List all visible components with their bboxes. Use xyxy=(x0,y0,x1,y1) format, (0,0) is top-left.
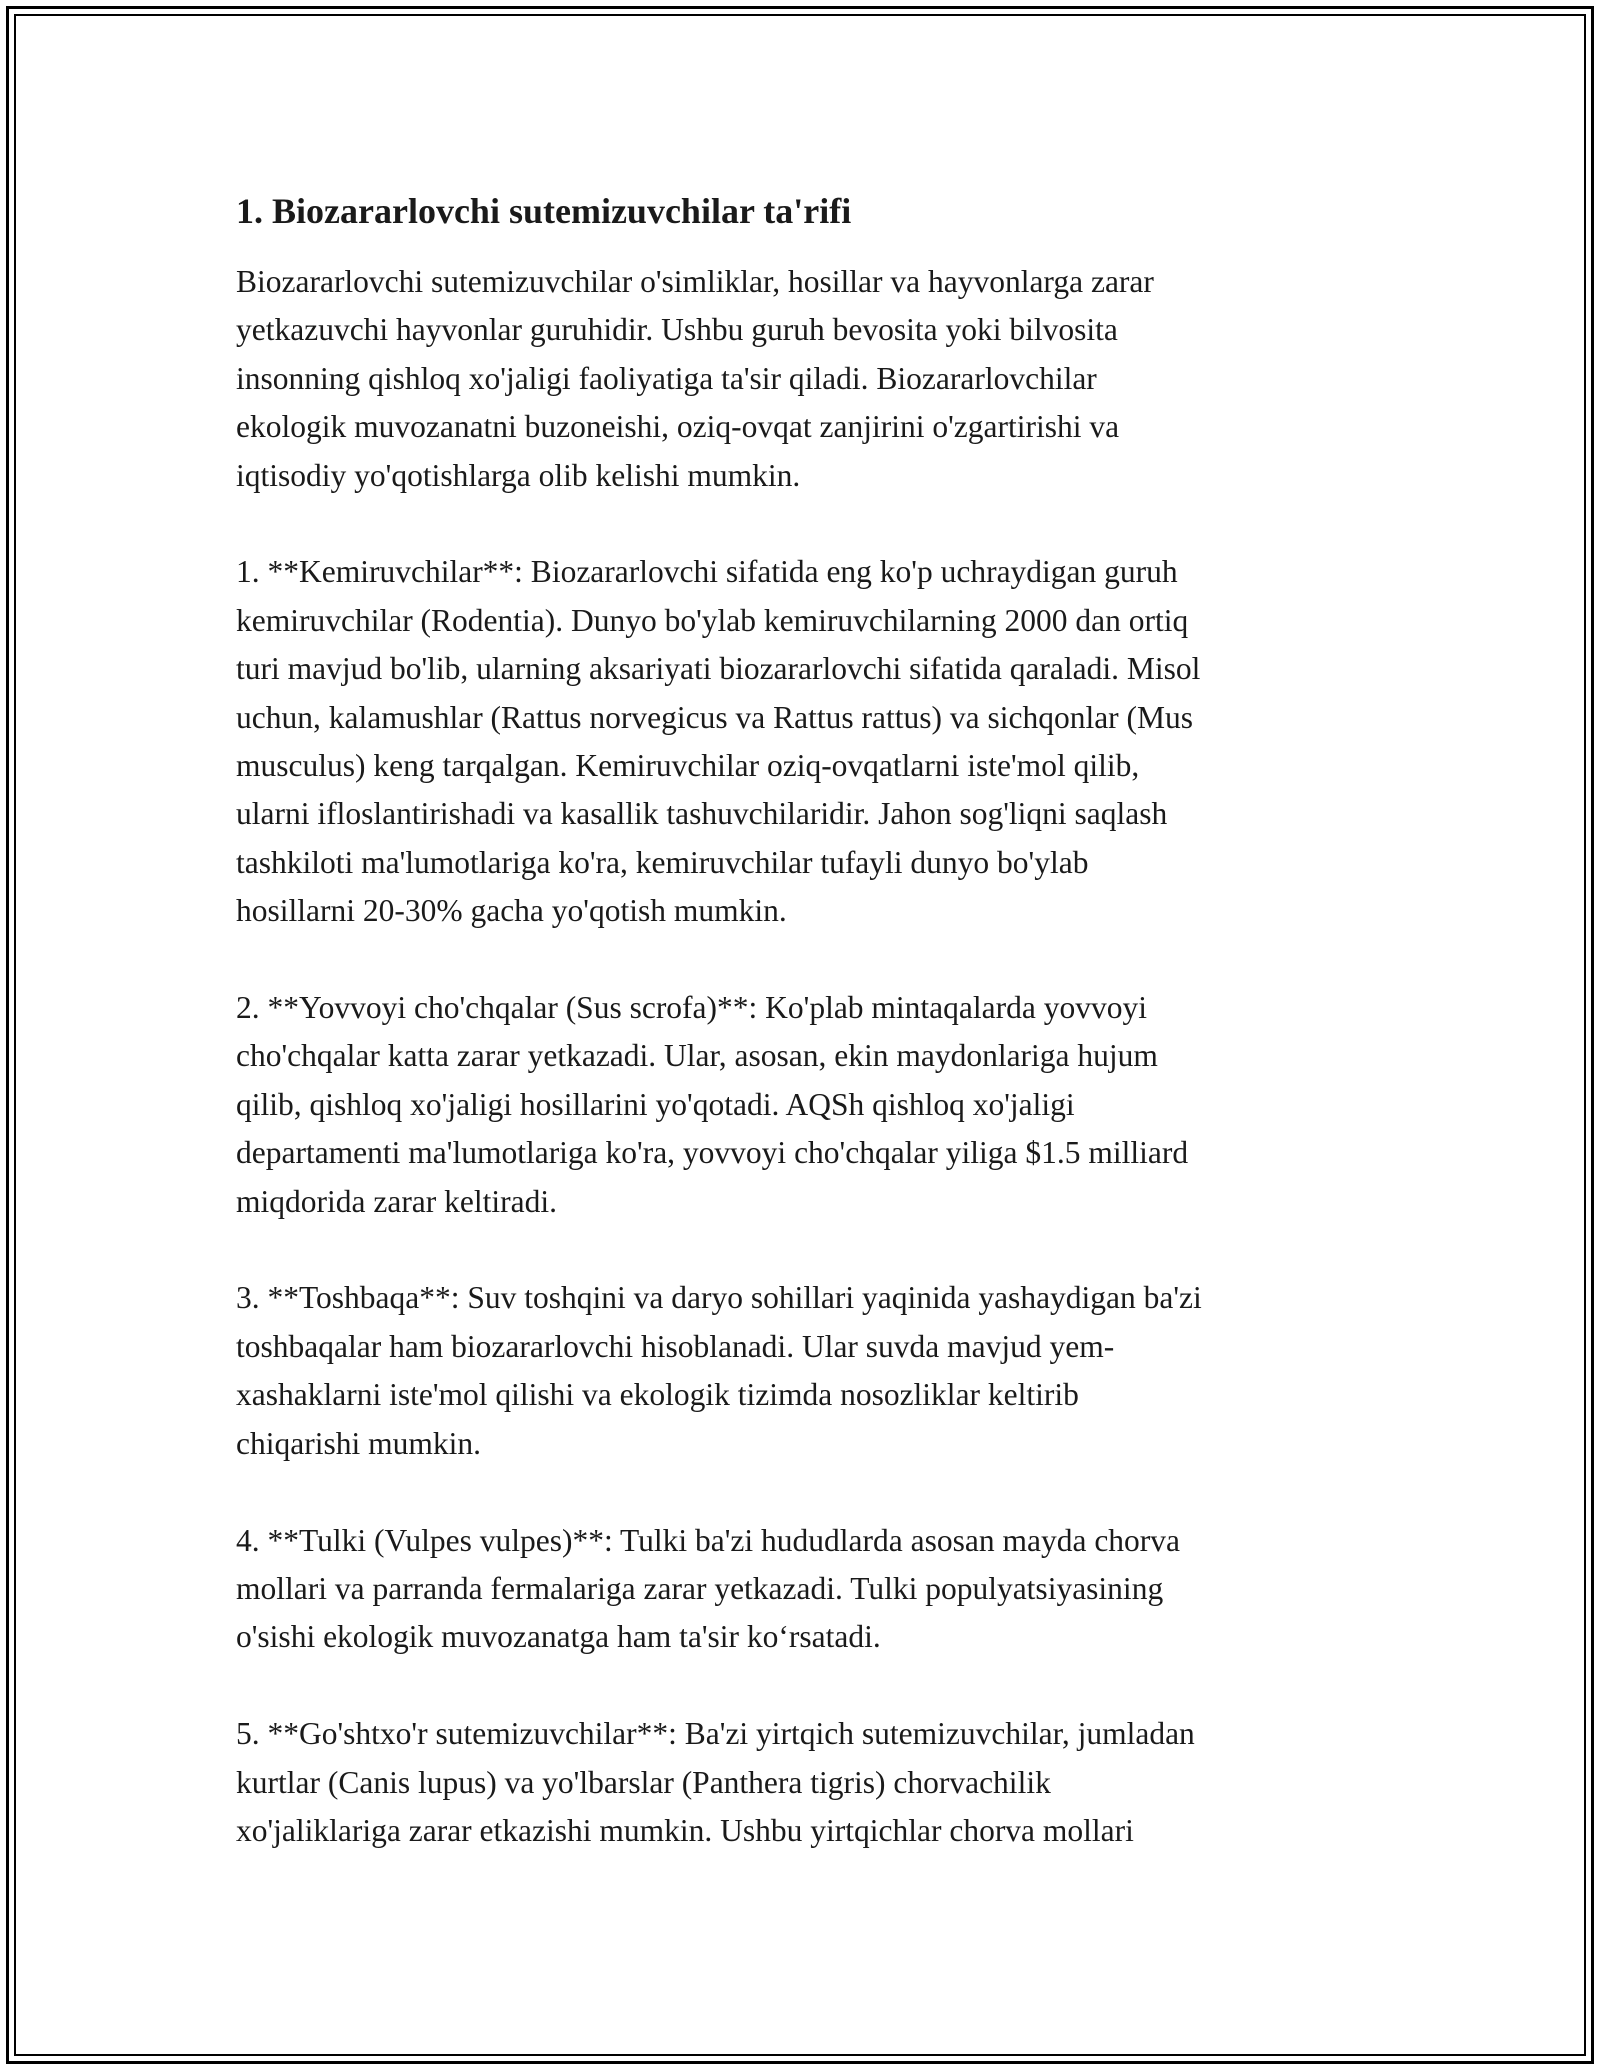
fox-paragraph: 4. **Tulki (Vulpes vulpes)**: Tulki ba'zi hududlarda asosan mayda chorva mollari va parranda fermalariga zarar yetkazadi. Tulki populyatsiyasining o'sishi ekologik muvozanatga ham ta'sir ko‘rsatadi. xyxy=(236,1522,1181,1655)
turtle-paragraph: 3. **Toshbaqa**: Suv toshqini va daryo sohillari yaqinida yashaydigan ba'zi toshbaqalar ham biozararlovchi hisoblanadi. Ular suvda mavjud yem- xashaklarni iste'mol qilishi va ekologik tizimda nosozliklar keltirib chiqarishi mumkin. xyxy=(236,1280,1202,1461)
wild-boar-paragraph: 2. **Yovvoyi cho'chqalar (Sus scrofa)**: Ko'plab mintaqalarda yovvoyi cho'chqalar katta zarar yetkazadi. Ular, asosan, ekin maydonlariga hujum qilib, qishloq xo'jaligi hosillarini yo'qotadi. AQSh qishloq xo'jaligi departamenti ma'lumotlariga ko'ra, yovvoyi cho'chqalar yiliga $1.5 milliard miqdorida zarar keltiradi. xyxy=(236,990,1189,1219)
section-heading: 1. Biozararlovchi sutemizuvchilar ta'rifi xyxy=(236,191,852,231)
intro-paragraph: Biozararlovchi sutemizuvchilar o'simliklar, hosillar va hayvonlarga zarar yetkazuvchi hayvonlar guruhidir. Ushbu guruh bevosita yoki bilvosita insonning qishloq xo'jaligi faoliyatiga ta'sir qiladi. Biozararlovchilar ekologik muvozanatni buzoneishi, oziq-ovqat zanjirini o'zgartirishi va iqtisodiy yo'qotishlarga olib kelishi mumkin. xyxy=(236,264,1154,493)
document-body xyxy=(236,188,1366,1904)
rodents-paragraph: 1. **Kemiruvchilar**: Biozararlovchi sifatida eng ko'p uchraydigan guruh kemiruvchilar (Rodentia). Dunyo bo'ylab kemiruvchilarning 2000 dan ortiq turi mavjud bo'lib, ularning aksariyati biozararlovchi sifatida qaraladi. Misol uchun, kalamushlar (Rattus norvegicus va Rattus rattus) va sichqonlar (Mus musculus) keng tarqalgan. Kemiruvchilar oziq-ovqatlarni iste'mol qilib, ularni ifloslantirishadi va kasallik tashuvchilaridir. Jahon sog'liqni saqlash tashkiloti ma'lumotlariga ko'ra, kemiruvchilar tufayli dunyo bo'ylab hosillarni 20-30% gacha yo'qotish mumkin. xyxy=(236,554,1201,929)
carnivores-paragraph: 5. **Go'shtxo'r sutemizuvchilar**: Ba'zi yirtqich sutemizuvchilar, jumladan kurtlar (Canis lupus) va yo'lbarslar (Panthera tigris) chorvachilik xo'jaliklariga zarar etkazishi mumkin. Ushbu yirtqichlar chorva mollari xyxy=(236,1716,1195,1848)
